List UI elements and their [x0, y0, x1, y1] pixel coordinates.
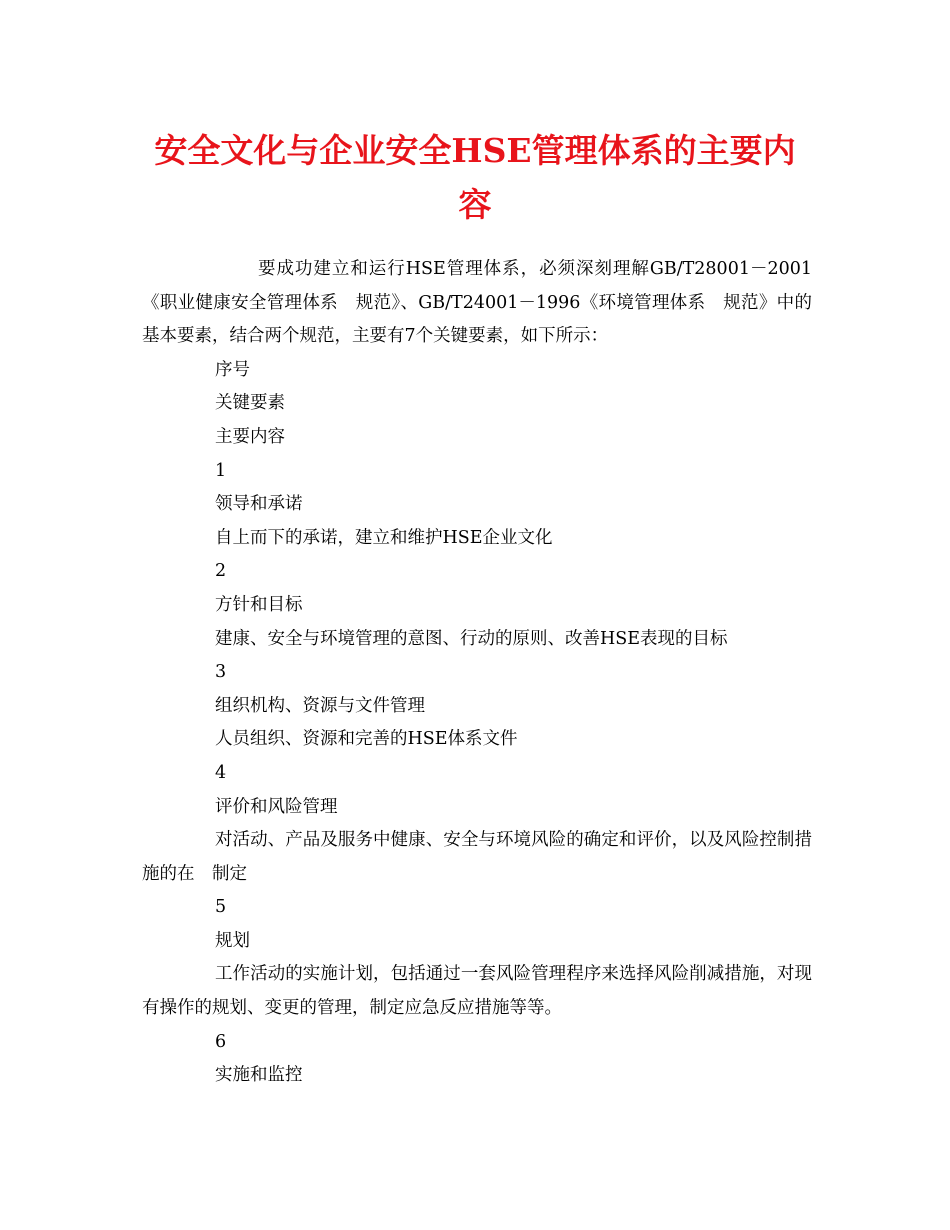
row-5-element: 规划: [215, 930, 250, 951]
row-1-no: 1: [215, 460, 227, 481]
row-3-no: 3: [215, 662, 227, 683]
header-no: 序号: [215, 359, 250, 380]
row-5-no: 5: [215, 897, 227, 918]
row-3-element: 组织机构、资源与文件管理: [215, 695, 425, 716]
row-1-content: 自上而下的承诺，建立和维护HSE企业文化: [215, 527, 553, 548]
row-3-content: 人员组织、资源和完善的HSE体系文件: [215, 729, 518, 750]
intro-paragraph: 要成功建立和运行HSE管理体系，必须深刻理解GB/T28001－2001《职业健康安全管理体系 规范》、GB/T24001－1996《环境管理体系 规范》中的基本要素，结合两个规范，主要有7个关键要素，如下所示：: [142, 259, 812, 347]
row-2-content: 建康、安全与环境管理的意图、行动的原则、改善HSE表现的目标: [215, 628, 728, 649]
row-4-content: 对活动、产品及服务中健康、安全与环境风险的确定和评价，以及风险控制措施的在 制定: [142, 830, 812, 884]
header-content: 主要内容: [215, 426, 285, 447]
header-element: 关键要素: [215, 393, 285, 414]
row-6-no: 6: [215, 1031, 227, 1052]
document-title: 安全文化与企业安全HSE管理体系的主要内容: [154, 131, 796, 224]
row-4-element: 评价和风险管理: [215, 796, 338, 817]
document-body: [142, 253, 812, 1093]
row-2-no: 2: [215, 561, 227, 582]
row-1-element: 领导和承诺: [215, 494, 303, 515]
row-6-element: 实施和监控: [215, 1065, 303, 1086]
row-4-no: 4: [215, 762, 227, 783]
row-2-element: 方针和目标: [215, 594, 303, 615]
row-5-content: 工作活动的实施计划，包括通过一套风险管理程序来选择风险削减措施，对现有操作的规划、变更的管理，制定应急反应措施等等。: [142, 964, 812, 1019]
